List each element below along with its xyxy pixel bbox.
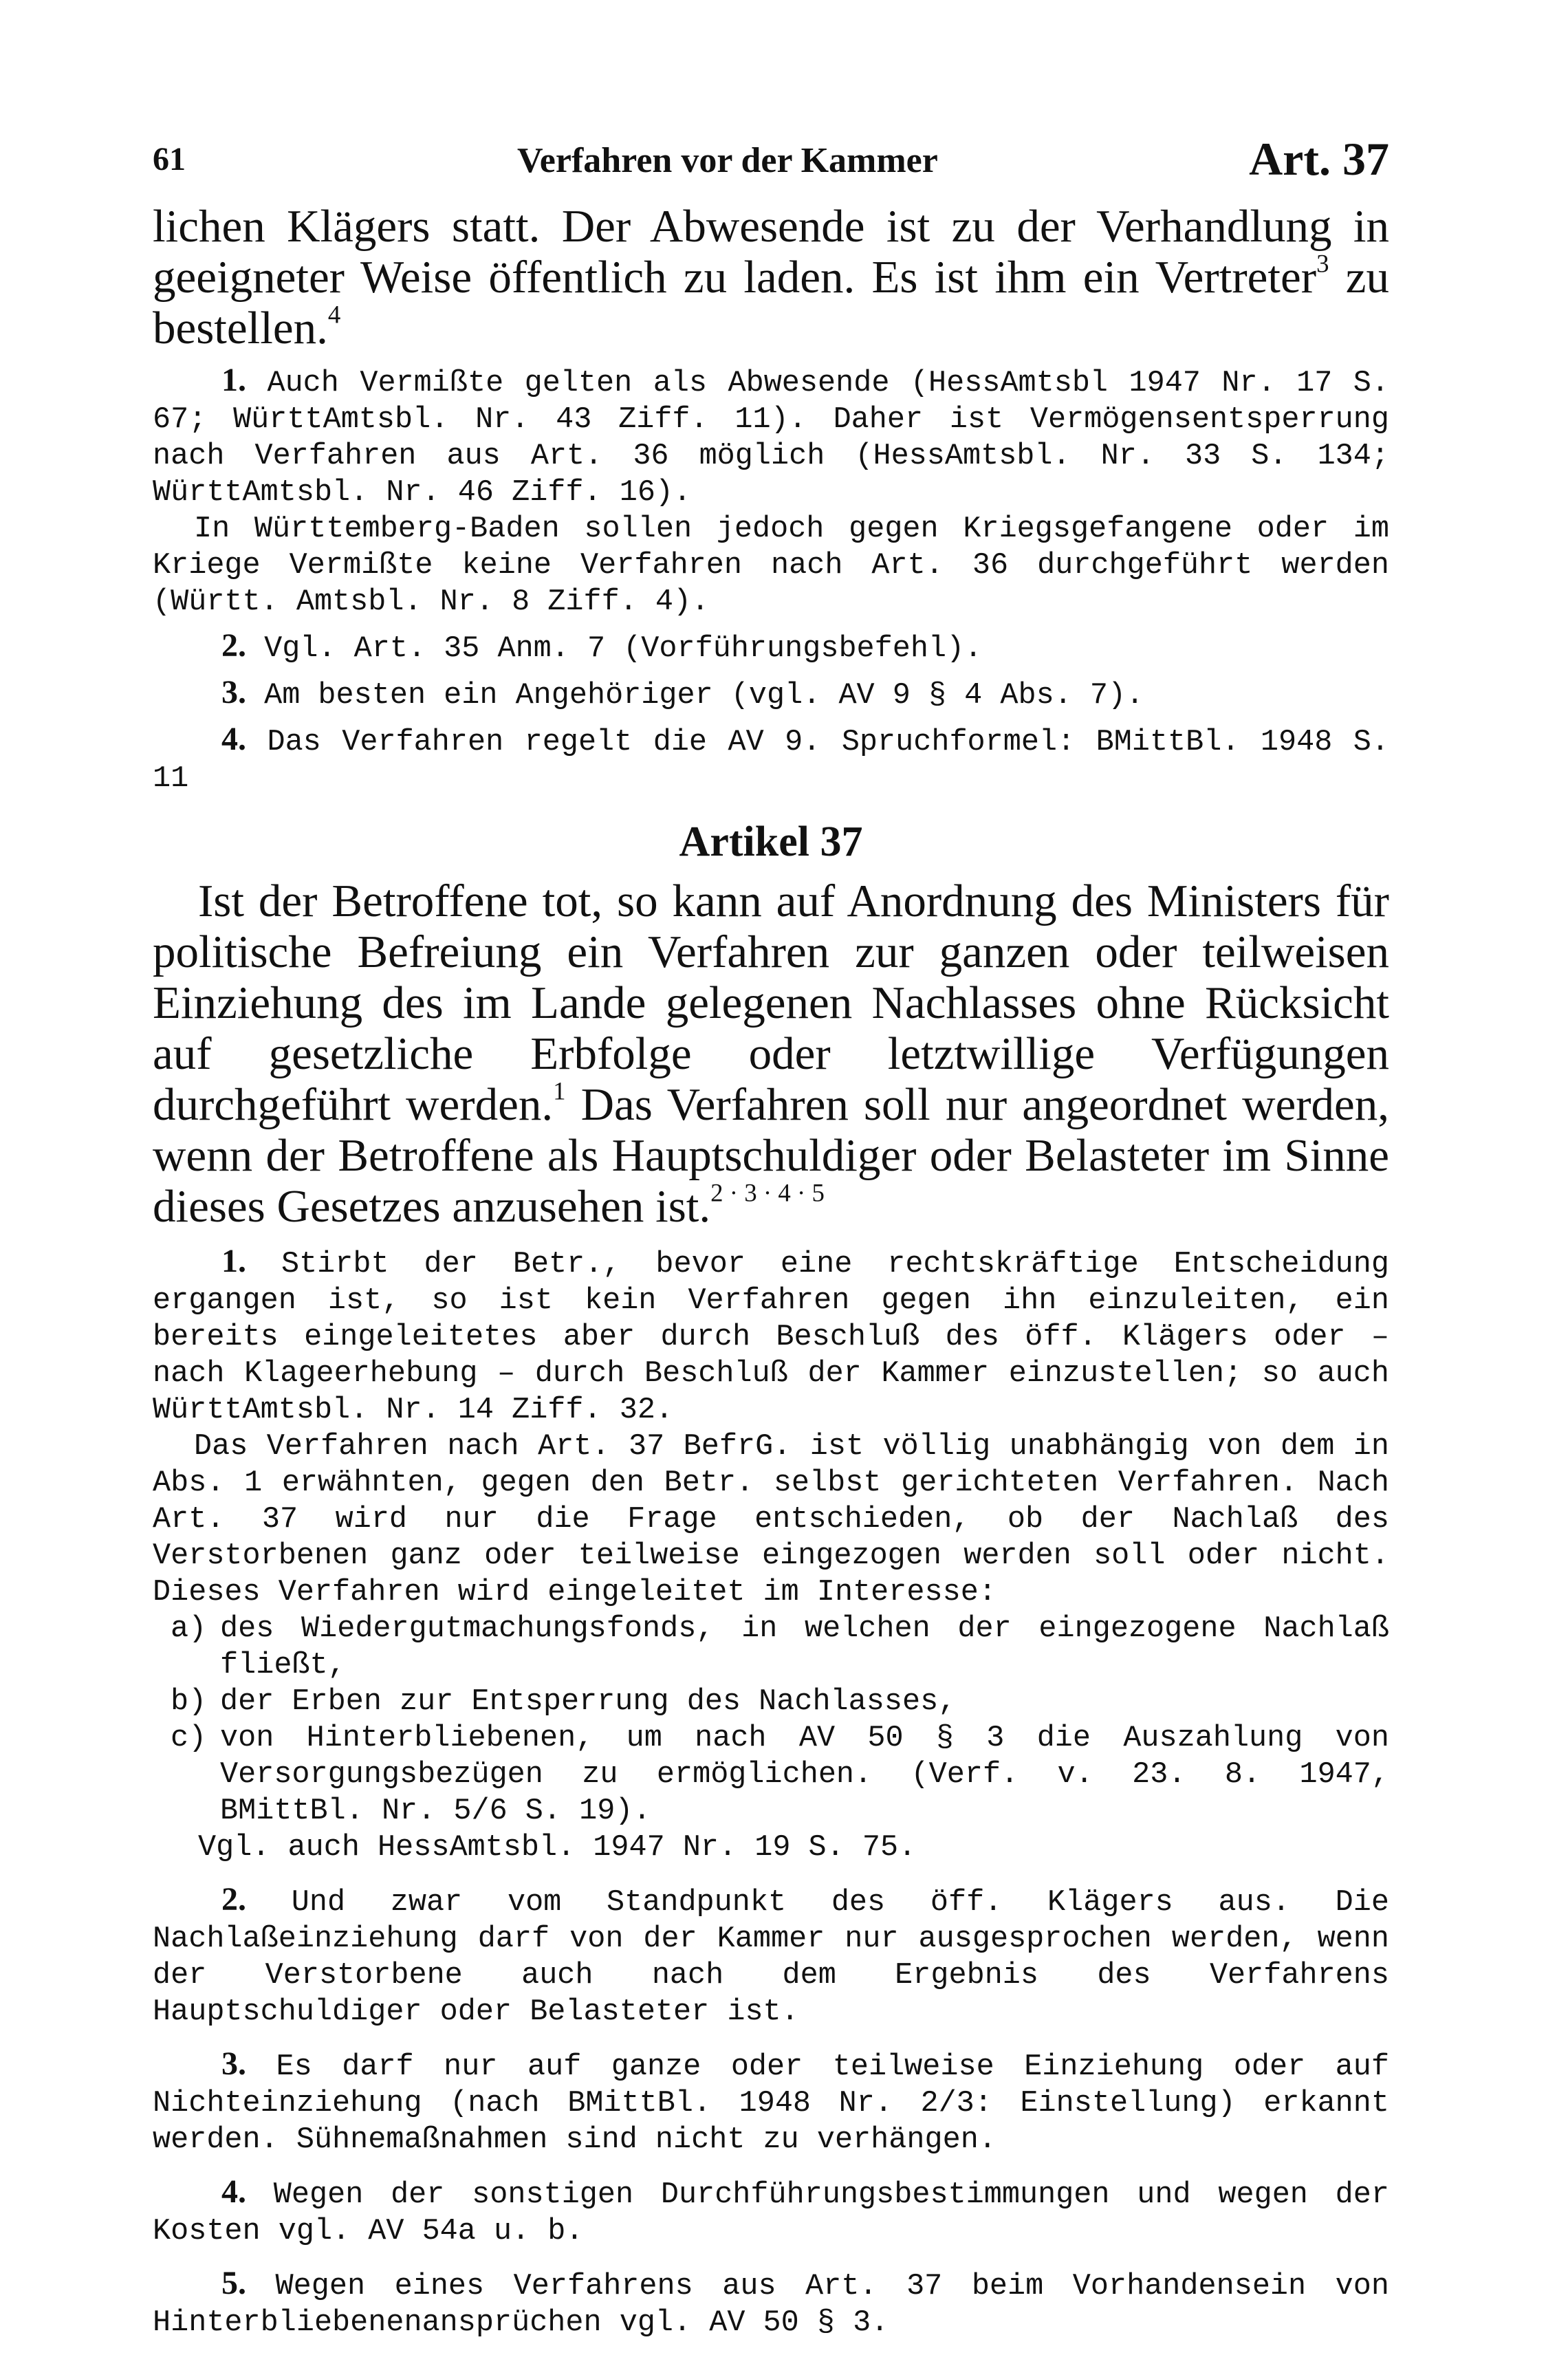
footnote-ref-3: 3 — [1316, 249, 1329, 278]
list-item — [153, 1684, 1389, 1720]
note-number: 4. — [221, 721, 246, 757]
note-number: 1. — [221, 1243, 246, 1279]
article-37-text — [153, 876, 1389, 1232]
list-label: c) — [171, 1722, 207, 1755]
note-number: 4. — [221, 2173, 246, 2210]
list-label: a) — [171, 1612, 207, 1646]
article-text-1: Ist der Betroffene tot, so kann auf Anordnung des Ministers für politische Befreiung ein Verfahren zur ganzen oder teilweisen Einziehung des im Lande gelegenen Nachlasses ohne Rücksicht auf gesetzliche Erbfolge oder letztwillige Verfügungen durchgeführt werden. — [153, 876, 1389, 1130]
page-number: 61 — [153, 141, 186, 177]
intro-text: lichen Klägers statt. Der Abwesende ist zu der Verhandlung in geeigneter Weise öffentlich zu laden. Es ist ihm ein Vertreter — [153, 201, 1389, 303]
note-number: 2. — [221, 627, 246, 664]
note-text: Vgl. auch HessAmtsbl. 1947 Nr. 19 S. 75. — [198, 1831, 917, 1865]
note-1-paragraph-2 — [153, 1429, 1389, 1611]
list-text: der Erben zur Entsperrung des Nachlasses, — [220, 1685, 957, 1719]
list-text: des Wiedergutmachungsfonds, in welchen der eingezogene Nachlaß fließt, — [220, 1612, 1389, 1682]
list-text: von Hinterbliebenen, um nach AV 50 § 3 die Auszahlung von Versorgungsbezügen zu ermöglichen. (Verf. v. 23. 8. 1947, BMittBl. Nr. 5/6 S. 19). — [220, 1722, 1389, 1828]
running-title: Verfahren vor der Kammer — [517, 141, 938, 180]
note-4 — [153, 721, 1389, 797]
note-text: Vgl. Art. 35 Anm. 7 (Vorführungsbefehl). — [264, 632, 983, 666]
list-label: b) — [171, 1685, 207, 1719]
footnote-ref-1: 1 — [553, 1076, 566, 1105]
note-2 — [153, 1881, 1389, 2030]
article-heading: Artikel 37 — [679, 818, 863, 865]
note-text: In Württemberg-Baden sollen jedoch gegen Kriegsgefangene oder im Kriege Vermißte keine Verfahren nach Art. 36 durchgeführt werden (Württ. Amtsbl. Nr. 8 Ziff. 4). — [153, 512, 1389, 619]
intro-paragraph — [153, 201, 1389, 354]
note-number: 2. — [221, 1881, 246, 1918]
note-1-reference — [153, 1830, 1389, 1866]
note-text: Das Verfahren nach Art. 37 BefrG. ist völlig unabhängig von dem in Abs. 1 erwähnten, gegen den Betr. selbst gerichteten Verfahren. Nach Art. 37 wird nur die Frage entschieden, ob der Nachlaß des Verstorbenen ganz oder teilweise eingezogen werden soll oder nicht. Dieses Verfahren wird eingeleitet im Interesse: — [153, 1430, 1389, 1609]
notes-article-36 — [153, 362, 1389, 797]
note-number: 3. — [221, 2045, 246, 2082]
note-text: Wegen eines Verfahrens aus Art. 37 beim Vorhandensein von Hinterbliebenenansprüchen vgl. AV 50 § 3. — [153, 2270, 1389, 2340]
note-4 — [153, 2173, 1389, 2250]
note-1 — [153, 1243, 1389, 1429]
note-text: Stirbt der Betr., bevor eine rechtskräftige Entscheidung ergangen ist, so ist kein Verfahren gegen ihn einzuleiten, ein bereits eingeleitetes aber durch Beschluß des öff. Klägers oder – nach Klageerhebung – durch Beschluß der Kammer einzustellen; so auch WürttAmtsbl. Nr. 14 Ziff. 32. — [153, 1248, 1389, 1427]
page-header — [153, 133, 1389, 193]
footnote-refs-2-5: 2 · 3 · 4 · 5 — [710, 1178, 825, 1207]
notes-article-37 — [153, 1243, 1389, 2341]
note-3 — [153, 2045, 1389, 2158]
article-marker: Art. 37 — [1249, 133, 1389, 185]
note-text: Auch Vermißte gelten als Abwesende (HessAmtsbl 1947 Nr. 17 S. 67; WürttAmtsbl. Nr. 43 Ziff. 11). Daher ist Vermögensentsperrung nach Verfahren aus Art. 36 möglich (HessAmtsbl. Nr. 33 S. 134; WürttAmtsbl. Nr. 46 Ziff. 16). — [153, 367, 1390, 510]
note-text: Wegen der sonstigen Durchführungsbestimmungen und wegen der Kosten vgl. AV 54a u. b. — [153, 2178, 1389, 2248]
list-item — [153, 1720, 1389, 1830]
note-number: 3. — [221, 674, 246, 710]
note-text: Am besten ein Angehöriger (vgl. AV 9 § 4 Abs. 7). — [264, 679, 1144, 713]
note-text: Und zwar vom Standpunkt des öff. Klägers aus. Die Nachlaßeinziehung darf von der Kammer nur ausgesprochen werden, wenn der Verstorbene auch nach dem Ergebnis des Verfahrens Hauptschuldiger oder Belasteter ist. — [153, 1886, 1389, 2029]
list-item — [153, 1611, 1389, 1684]
article-text-2: Das Verfahren soll nur angeordnet werden, wenn der Betroffene als Hauptschuldiger oder Belasteter im Sinne dieses Gesetzes anzusehen ist. — [153, 1079, 1389, 1232]
note-1-continuation — [153, 511, 1389, 620]
note-number: 1. — [221, 362, 246, 398]
note-text: Es darf nur auf ganze oder teilweise Einziehung oder auf Nichteinziehung (nach BMittBl. 1948 Nr. 2/3: Einstellung) erkannt werden. Sühnemaßnahmen sind nicht zu verhängen. — [153, 2050, 1389, 2157]
note-1 — [153, 362, 1389, 511]
note-text: Das Verfahren regelt die AV 9. Spruchformel: BMittBl. 1948 S. 11 — [153, 726, 1390, 796]
note-number: 5. — [221, 2265, 246, 2301]
interest-list — [153, 1611, 1389, 1830]
note-3 — [153, 674, 1389, 714]
intro-text-end: zu bestellen. — [153, 252, 1389, 354]
page-body — [153, 201, 1389, 2341]
footnote-ref-4: 4 — [327, 300, 341, 329]
note-2 — [153, 627, 1389, 667]
note-5 — [153, 2265, 1389, 2341]
